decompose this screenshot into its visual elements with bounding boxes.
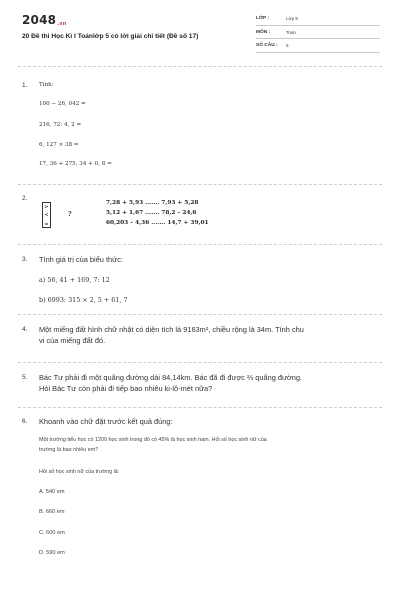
logo-main: 2048 [22, 13, 57, 27]
comparison-row: 60,203 – 4,36 ....... 14,7 + 39,01 [106, 220, 209, 226]
question-text: Một trường tiểu học có 1200 học sinh trong đó có 45% là học sinh nam. Hỏi số học sinh nữ của [39, 437, 267, 443]
meta-row-count [256, 40, 380, 53]
comparison-symbols [42, 202, 51, 228]
question-text: vi của miếng đất đó. [39, 336, 106, 345]
answer-option-a[interactable]: A. 540 em [39, 489, 65, 495]
question-text: trường là bao nhiêu em? [39, 447, 99, 453]
question-number: 3. [22, 256, 28, 263]
document-header [0, 0, 400, 56]
question-number: 4. [22, 326, 28, 333]
expression: 17, 36 + 275, 34 + 0, 8 = [39, 161, 112, 167]
question-number: 1. [22, 82, 28, 89]
meta-label: LỚP : [256, 16, 270, 21]
question-number: 5. [22, 374, 28, 381]
site-logo[interactable] [22, 13, 67, 27]
expression: 216, 72: 4, 2 = [39, 122, 82, 128]
symbol: = [44, 220, 49, 227]
meta-row-class [256, 13, 380, 26]
question-text: Một miếng đất hình chữ nhật có diện tích là 9163m², chiều rộng là 34m. Tính chu [39, 325, 304, 334]
question-4 [22, 326, 378, 356]
divider [18, 407, 382, 408]
expression: b) 6993: 315 × 2, 5 + 61, 7 [39, 296, 128, 304]
question-3 [22, 256, 378, 312]
symbol: > [44, 204, 49, 210]
answer-option-b[interactable]: B. 660 em [39, 509, 65, 515]
comparison-row: 5,12 + 1,67 ....... 78,2 – 24,6 [106, 210, 197, 216]
question-number: 6. [22, 418, 28, 425]
expression: 6, 127 × 38 = [39, 142, 79, 148]
divider [18, 362, 382, 363]
expression: 100 − 26, 042 = [39, 101, 86, 107]
question-title: Tính: [39, 82, 54, 88]
question-1 [22, 82, 378, 182]
divider [18, 314, 382, 315]
question-mark: ? [68, 211, 72, 218]
divider [18, 244, 382, 245]
symbol: < [44, 212, 49, 219]
question-5 [22, 374, 378, 404]
meta-row-subject [256, 27, 380, 40]
comparison-row: 7,28 + 5,93 ....... 7,93 + 5,28 [106, 200, 199, 206]
meta-label: MÔN : [256, 29, 271, 35]
question-number: 2. [22, 195, 28, 202]
divider [18, 66, 382, 67]
meta-value: Lớp 5 [286, 16, 298, 21]
question-title: Tính giá trị của biểu thức: [39, 255, 123, 264]
meta-value: 6 [286, 43, 289, 48]
question-text: Bác Tư phải đi một quãng đường dài 84,14km. Bác đã đi được ⅔ quãng đường. [39, 373, 303, 382]
answer-option-d[interactable]: D. 590 em [39, 550, 65, 556]
question-text: Hỏi Bác Tư còn phải đi tiếp bao nhiêu ki-lô-mét nữa? [39, 384, 213, 393]
meta-value: Toán [286, 29, 296, 35]
logo-sub: .vn [57, 21, 67, 27]
answer-option-c[interactable]: C. 600 em [39, 530, 65, 536]
document-title: 20 Đề thi Học Kì I Toánlớp 5 có lời giải chi tiết (Đề số 17) [22, 33, 199, 40]
question-2 [22, 195, 378, 235]
question-prompt: Hỏi số học sinh nữ của trường là: [39, 469, 120, 475]
meta-label: SỐ CÂU : [256, 43, 278, 48]
expression: a) 56, 41 + 169, 7: 12 [39, 276, 110, 284]
question-title: Khoanh vào chữ đặt trước kết quả đúng: [39, 417, 173, 426]
meta-info [256, 13, 380, 54]
question-6 [22, 418, 378, 568]
divider [18, 184, 382, 185]
